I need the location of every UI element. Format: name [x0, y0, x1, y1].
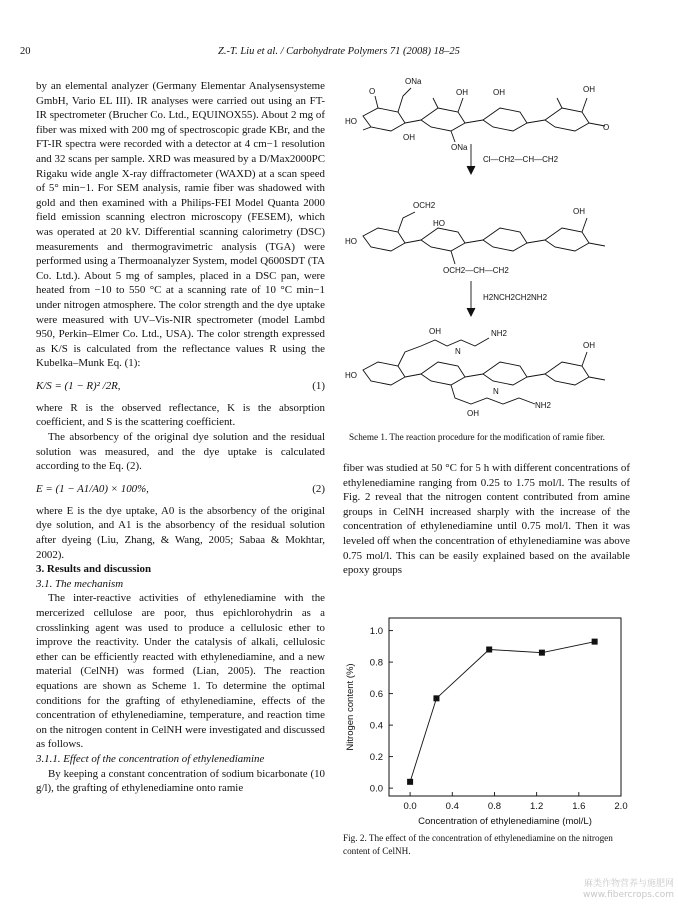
subsection-heading-mechanism: 3.1. The mechanism	[36, 577, 124, 590]
equation-2-text: E = (1 − A1/A0) × 100%,	[36, 482, 149, 495]
left-column	[36, 79, 325, 796]
x-tick-label: 0.0	[403, 801, 417, 812]
label-oh-3: OH	[493, 88, 505, 97]
paragraph-concentration-start: By keeping a constant concentration of sodium bicarbonate (10 g/l), the grafting of ethylenediamine onto ramie	[36, 767, 325, 795]
label-nh2-bottom: NH2	[535, 401, 552, 410]
label-ho-4: HO	[345, 371, 357, 380]
y-axis-label: Nitrogen content (%)	[345, 663, 356, 751]
figure-2-caption: Fig. 2. The effect of the concentration of ethylenediamine on the nitrogen content of CelNH.	[343, 833, 613, 856]
label-oh-1: OH	[456, 88, 468, 97]
x-tick-label: 1.2	[530, 801, 544, 812]
label-oh-4: OH	[583, 85, 595, 94]
y-tick-label: 0.0	[369, 783, 383, 795]
paragraph-dye-uptake: where E is the dye uptake, A0 is the absorbency of the original dye solution, and A1 is the absorbency of the residual solution after dyeing (Liu, Zhang, & Wang, 2005; Sabaa & Mokhtar, 2002).	[36, 504, 325, 561]
label-n-bottom: N	[493, 387, 499, 396]
series-points	[407, 639, 598, 785]
paragraph-concentration-results: fiber was studied at 50 °C for 5 h with different concentrations of ethylenediamine ranging from 0.25 to 1.75 mol/l. The results of Fig. 2 reveal that the nitrogen content contributed from amine groups in CelNH increased sharply with the increase of the concentration of ethylenediamine until 0.75 mol/l. Then it was leveled off when the concentration of ethylenediamine was above 0.75 mol/l. This can be easily explained based on the available epoxy groups	[343, 462, 630, 577]
x-tick-label: 0.8	[487, 801, 502, 812]
data-point	[433, 695, 439, 701]
x-axis-label: Concentration of ethylenediamine (mol/L)	[418, 816, 592, 827]
paragraph-methods: by an elemental analyzer (Germany Elementar Analysensysteme GmbH, Vario EL III). IR analyses were carried out using an FT-IR spectrometer (Brucher Co. Ltd., EQUINOX55). About 2 mg of fiber was mixed with 200 mg of spectroscopic grade KBr, and the FT-IR spectra were recorded with a detector at 4 cm−1 resolution and 32 scans per sample. XRD was measured by a D/Max2000PC Rigaku wide angle X-ray diffractometer (WAXD) at a scan speed of 5° min−1. For SEM analysis, ramie fiber was shadowed with gold and then examined with a Philips-FEI Model Quanta 2000 field emission scanning electron microscopy (FESEM), which was operated at 20 kV. Differential scanning calorimetry (DSC) measurements and thermogravimetric analysis (TGA) were performed using a Thermoanalyzer System, model Q600SDT (TA Co. Ltd.). About 5 mg of samples, placed in a DSC pan, were heated from −10 to 550 °C at a scanning rate of 10 °C min−1 under nitrogen atmosphere. The color strength and the dye uptake were measured with UV–Vis-NIR spectrometer (model Lambd 950, Perkin–Elmer Co. Ltd., USA). The color strength expressed as K/S is calculated from the reflectance values R using the Kubelka–Munk Eq. (1):	[36, 80, 325, 370]
watermark	[583, 879, 674, 901]
watermark-line-1: 麻类作物营养与施肥网	[583, 879, 674, 889]
paragraph-mechanism: The inter-reactive activities of ethylenediamine with the mercerized cellulose are poor, thus epichlorohydrin as a crosslinking agent was used to produce a cellulosic ether to improve the reactivity. Under the catalysis of alkali, cellulosic ether can be efficiently reacted with ethylenediamine, and a new material (CelNH) was formed (Lian, 2005). The reaction equations are shown as Scheme 1. To determine the optimal conditions for the grafting of ethylenediamine, effects of the concentration of ethylenediamine, temperature, and reaction time on the nitrogen content in CelNH were investigated and discussed as follows.	[36, 592, 325, 751]
label-oh-7: OH	[467, 409, 479, 418]
equation-2	[36, 482, 325, 498]
running-title: Z.-T. Liu et al. / Carbohydrate Polymers 71 (2008) 18–25	[218, 46, 460, 57]
label-ona-bottom: ONa	[451, 143, 468, 152]
label-och2-bottom: OCH2—CH—CH2	[443, 266, 509, 275]
paragraph-reflectance: where R is the observed reflectance, K is the absorption coefficient, and S is the scattering coefficient.	[36, 401, 325, 429]
equation-1-number: (1)	[312, 379, 325, 392]
figure-2-chart	[343, 612, 633, 830]
y-axis-ticks	[370, 626, 393, 795]
label-nh2-top: NH2	[491, 329, 508, 338]
label-n-top: N	[455, 347, 461, 356]
data-point	[407, 779, 413, 785]
label-ho-3: HO	[433, 219, 445, 228]
x-tick-label: 0.4	[445, 801, 459, 812]
label-ona-top: ONa	[405, 77, 422, 86]
y-tick-label: 1.0	[369, 626, 383, 638]
data-point	[539, 650, 545, 656]
reagent-epichlorohydrin: Cl—CH2—CH—CH2	[483, 155, 559, 164]
y-tick-label: 0.4	[369, 720, 383, 732]
reagent-ethylenediamine: H2NCH2CH2NH2	[483, 293, 548, 302]
label-o-end-1: O	[603, 123, 610, 132]
label-ho-2: HO	[345, 237, 357, 246]
label-ho-1: HO	[345, 117, 357, 126]
equation-1-text: K/S = (1 − R)² /2R,	[36, 379, 121, 392]
subsubsection-heading-concentration: 3.1.1. Effect of the concentration of ethylenediamine	[36, 752, 265, 765]
page-number: 20	[20, 46, 31, 57]
right-column-text	[343, 461, 630, 578]
watermark-line-2: www.fibercrops.com	[583, 890, 674, 900]
equation-1	[36, 379, 325, 395]
data-point	[592, 639, 598, 645]
data-point	[486, 647, 492, 653]
paragraph-absorbency: The absorbency of the original dye solution and the residual solution was measured, and the dye uptake is calculated according to the Eq. (2).	[36, 431, 325, 473]
label-och2-top: OCH2	[413, 201, 436, 210]
x-axis-ticks	[403, 792, 627, 812]
section-heading-results: 3. Results and discussion	[36, 563, 151, 576]
label-oh-5: OH	[573, 207, 585, 216]
y-tick-label: 0.6	[369, 689, 383, 701]
chart-plot-frame	[389, 618, 621, 796]
x-tick-label: 1.6	[572, 801, 586, 812]
equation-2-number: (2)	[312, 482, 325, 495]
label-oh-8: OH	[583, 341, 595, 350]
x-tick-label: 2.0	[614, 801, 628, 812]
reaction-scheme	[343, 68, 643, 418]
y-tick-label: 0.8	[369, 657, 383, 669]
label-oh-6: OH	[429, 327, 441, 336]
scheme-caption: Scheme 1. The reaction procedure for the modification of ramie fiber.	[349, 432, 605, 442]
y-tick-label: 0.2	[369, 752, 383, 764]
label-o-1: O	[369, 87, 376, 96]
series-line	[410, 642, 595, 782]
label-oh-2: OH	[403, 133, 415, 142]
